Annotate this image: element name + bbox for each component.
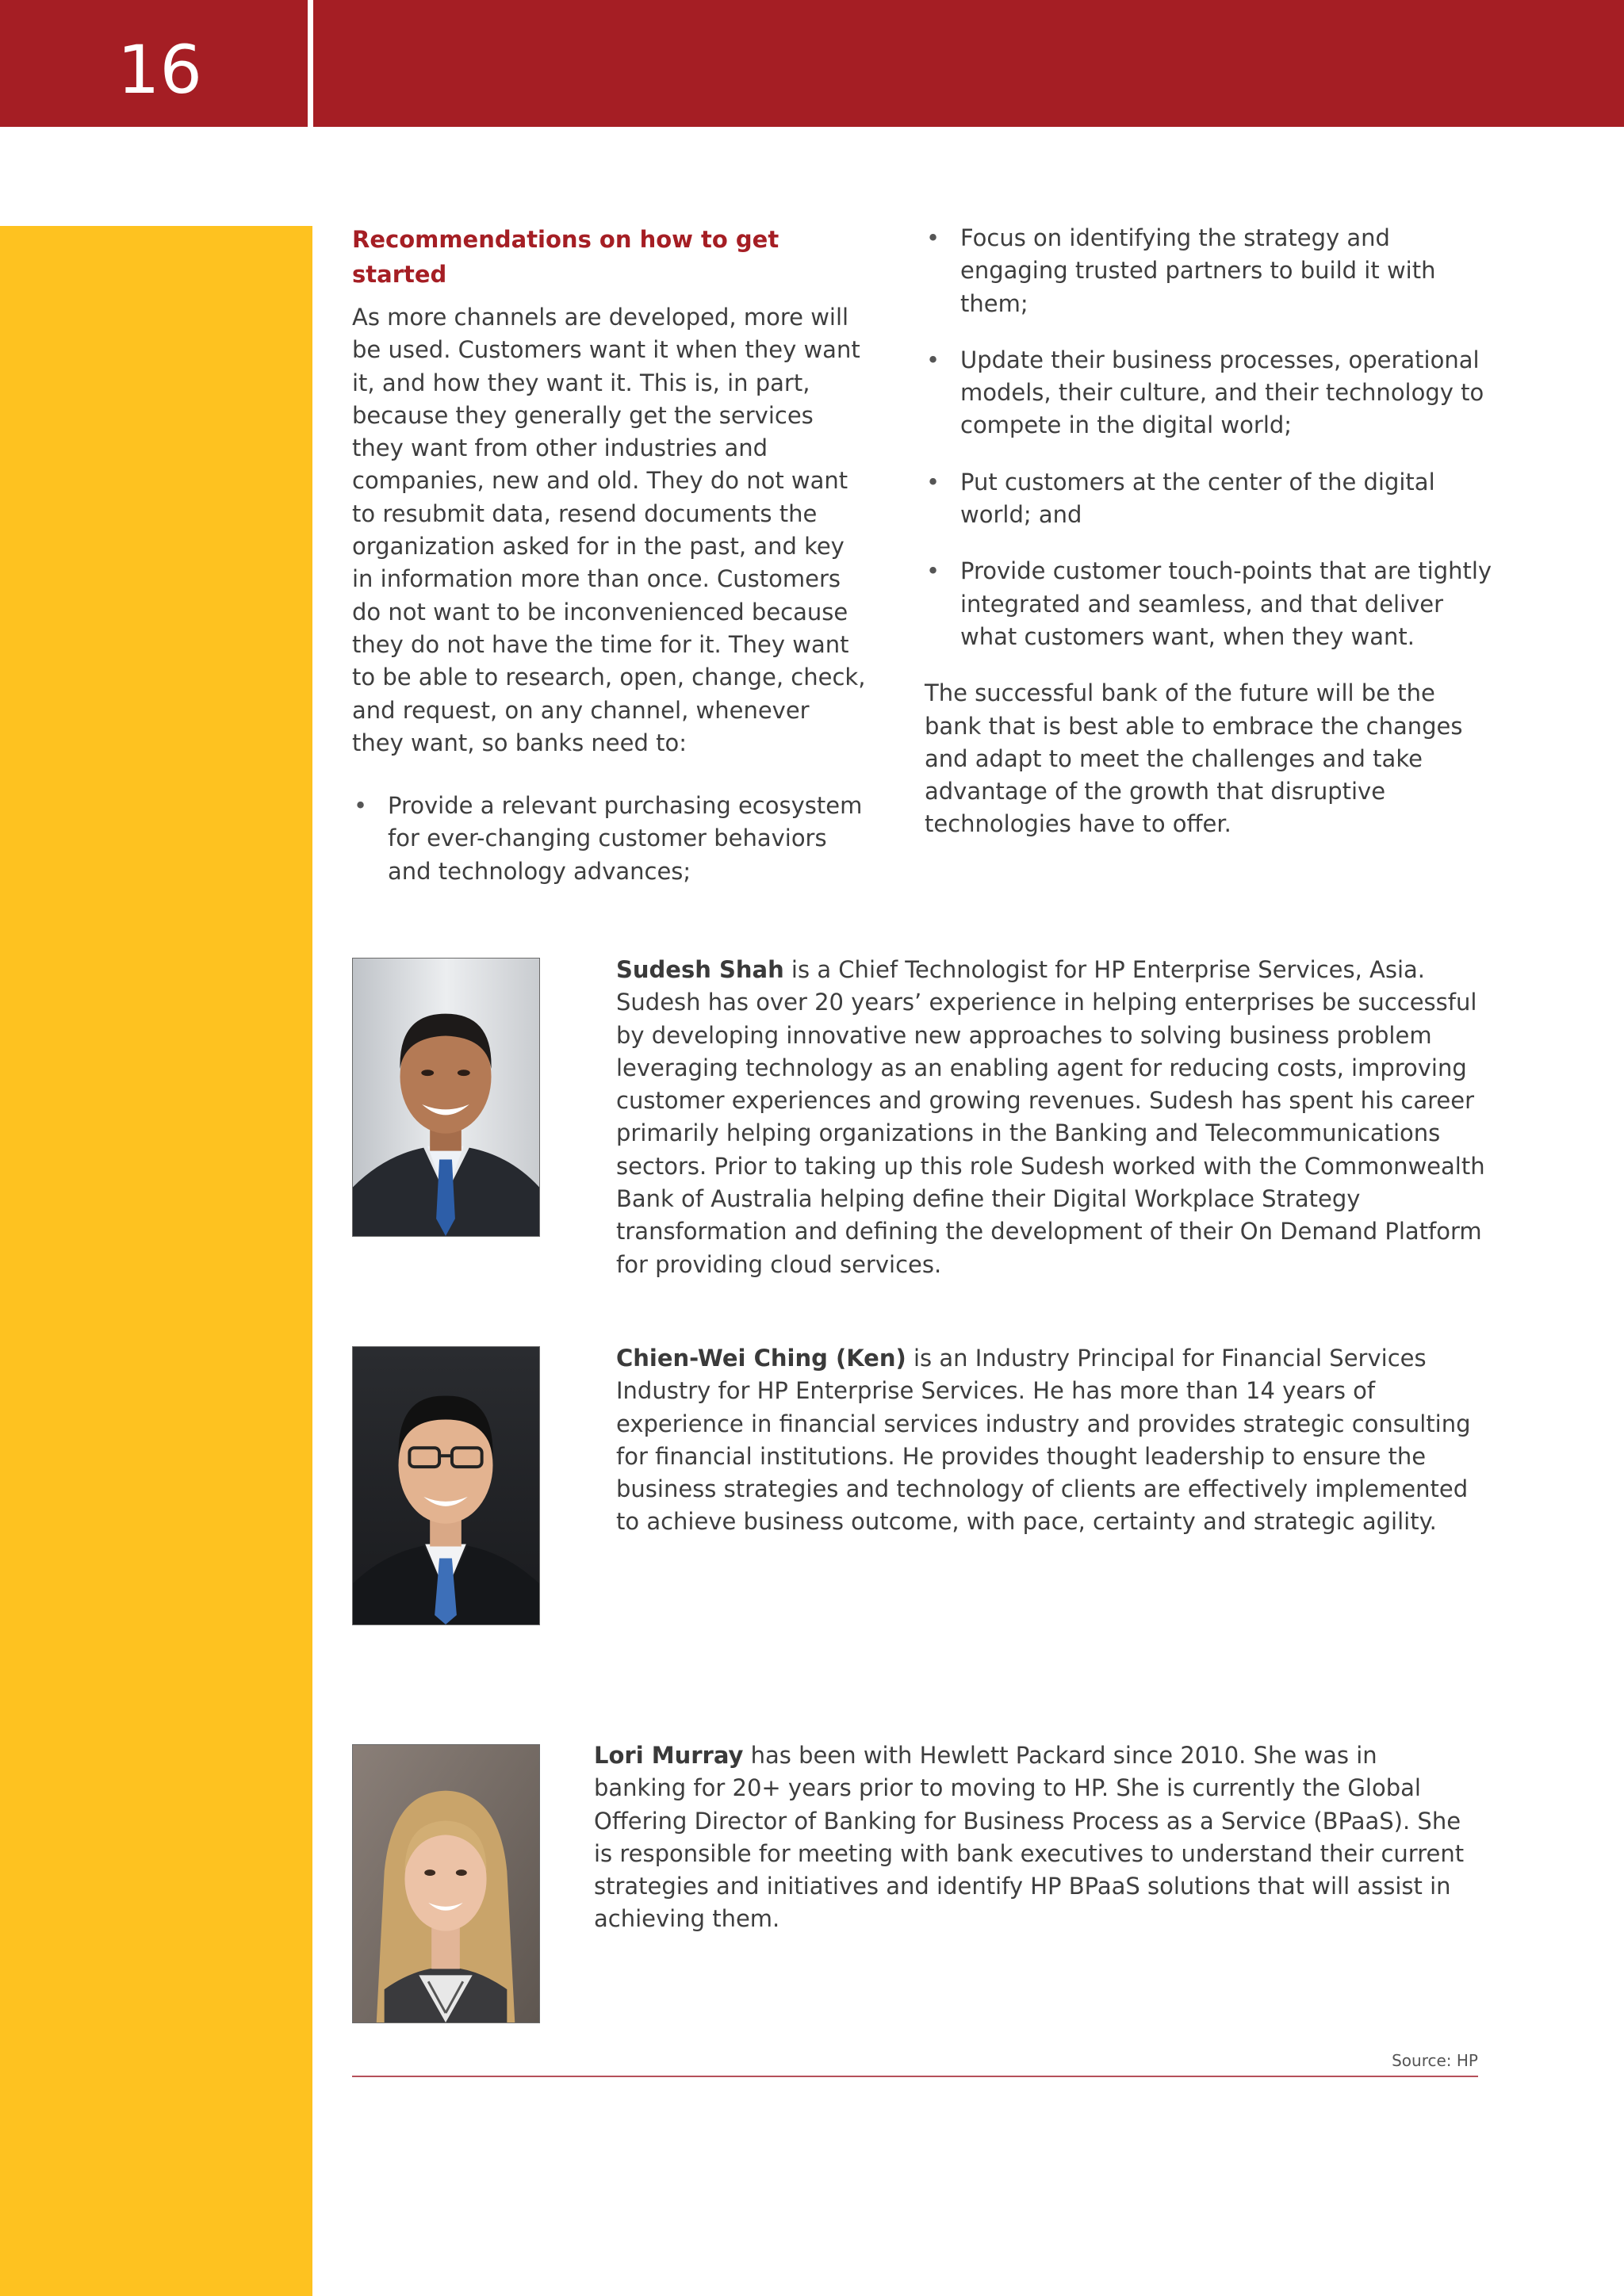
bullet-item: • Put customers at the center of the digital world; and <box>925 466 1496 532</box>
sudesh-shah-photo <box>352 958 540 1237</box>
left-column <box>352 222 868 912</box>
chien-wei-ching-photo <box>352 1346 540 1625</box>
bullet-item: • Provide a relevant purchasing ecosystem for ever-changing customer behaviors and technology advances; <box>352 790 868 888</box>
bio-name: Lori Murray <box>594 1742 744 1769</box>
left-bullet-list <box>352 790 868 888</box>
sudesh-shah-bio <box>616 954 1488 1281</box>
bio-name: Sudesh Shah <box>616 956 784 983</box>
bio-text: has been with Hewlett Packard since 2010. She was in banking for 20+ years prior to moving to HP. She is currently the Global Offering Director of Banking for Business Process as a Service (BPaaS). She is responsible for meeting with bank executives to understand their current strategies and initiatives and identify HP BPaaS solutions that will assist in achieving them. <box>594 1742 1465 1933</box>
bio-text: is an Industry Principal for Financial Services Industry for HP Enterprise Services. He has more than 14 years of experience in financial services industry and provides strategic consulting for financial institutions. He provides thought leadership to ensure the business strategies and technology of clients are effectively implemented to achieve business outcome, with pace, certainty and strategic agility. <box>616 1345 1471 1536</box>
header-divider <box>308 0 313 127</box>
side-accent-band <box>0 226 312 2296</box>
page-number: 16 <box>117 31 202 109</box>
right-column <box>925 222 1496 841</box>
portrait-man-icon <box>353 959 539 1236</box>
header-bar <box>0 0 1624 127</box>
lori-murray-bio <box>594 1739 1474 1936</box>
section-heading: Recommendations on how to get started <box>352 226 779 288</box>
bullet-item: • Focus on identifying the strategy and engaging trusted partners to build it with them; <box>925 222 1496 320</box>
intro-paragraph: As more channels are developed, more will be used. Customers want it when they want it, and how they want it. This is, in part, because they generally get the services they want from other industries and companies, new and old. They do not want to resubmit data, resend documents the organization asked for in the past, and key in information more than once. Customers do not want to be inconvenienced because they do not have the time for it. They want to be able to research, open, change, check, and request, on any channel, whenever they want, so banks need to: <box>352 304 866 756</box>
footer-rule <box>352 2076 1478 2077</box>
portrait-man-glasses-icon <box>353 1347 539 1624</box>
bullet-item: • Provide customer touch-points that are tightly integrated and seamless, and that deliver what customers want, when they want. <box>925 555 1496 653</box>
lori-murray-photo <box>352 1744 540 2023</box>
bullet-item: • Update their business processes, operational models, their culture, and their technology to compete in the digital world; <box>925 344 1496 442</box>
chien-wei-ching-bio <box>616 1342 1488 1539</box>
right-bullet-list <box>925 222 1496 653</box>
bio-name: Chien-Wei Ching (Ken) <box>616 1345 906 1372</box>
source-note: Source: HP <box>1392 2051 1478 2070</box>
bio-text: is a Chief Technologist for HP Enterprise Services, Asia. Sudesh has over 20 years’ experience in helping enterprises be successful by developing innovative new approaches to solving business problem leveraging technology as an enabling agent for reducing costs, improving customer experiences and growing revenues. Sudesh has spent his career primarily helping organizations in the Banking and Telecommunications sectors. Prior to taking up this role Sudesh worked with the Commonwealth Bank of Australia helping define their Digital Workplace Strategy transformation and defining the development of their On Demand Platform for providing cloud services. <box>616 956 1485 1278</box>
closing-paragraph: The successful bank of the future will be the bank that is best able to embrace the changes and adapt to meet the challenges and take advantage of the growth that disruptive technologies have to offer. <box>925 679 1463 838</box>
portrait-woman-icon <box>353 1745 539 2022</box>
